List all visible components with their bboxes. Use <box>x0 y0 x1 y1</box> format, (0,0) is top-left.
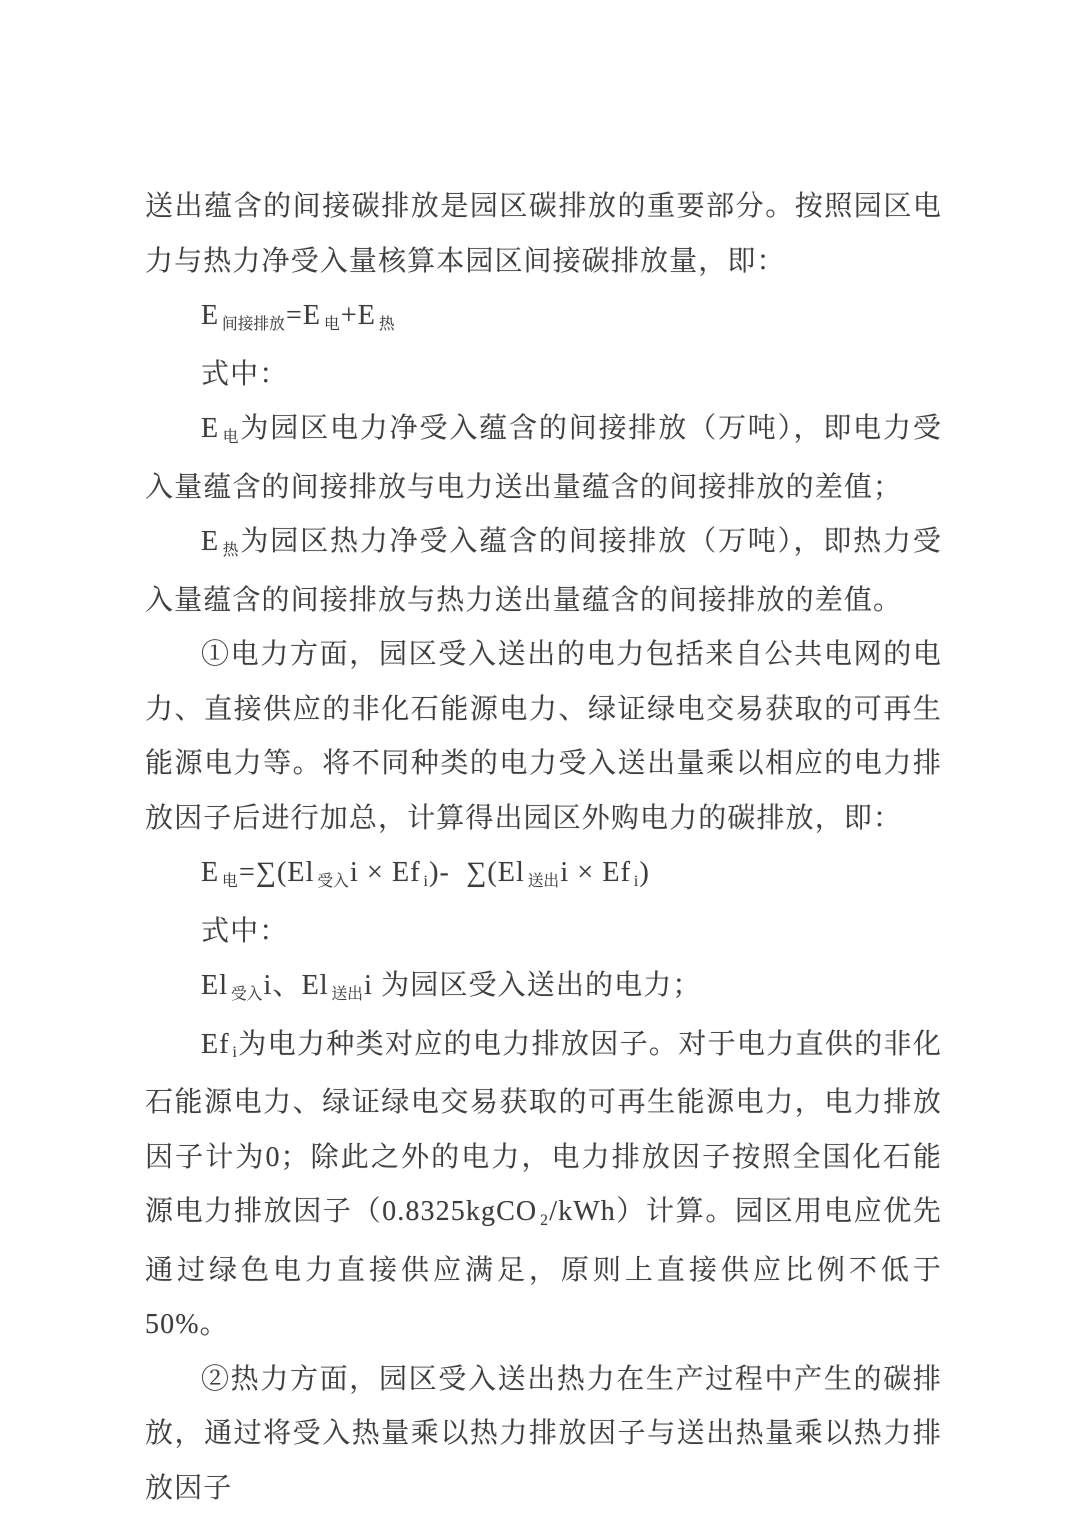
para-el-definition: El 受入i、El 送出i 为园区受入送出的电力； <box>201 970 702 1003</box>
subscript: 热 <box>222 541 240 559</box>
subscript: 热 <box>378 315 395 333</box>
para-e-heat-definition: E 热为园区热力净受入蕴含的间接排放（万吨），即热力受入量蕴含的间接排放与热力送出量蕴含的间接排放的差值。 <box>145 526 942 616</box>
para-formula-legend-label-1: 式中： <box>201 358 289 390</box>
subscript: 电 <box>222 872 238 890</box>
formula-e-electricity: E 电=∑(El 受入i × Ef i)- ∑(El 送出i × Ef i) <box>201 857 650 890</box>
para-indirect-emission-intro: 送出蕴含的间接碳排放是园区碳排放的重要部分。按照园区电力与热力净受入量核算本园区间接碳排放量，即： <box>145 191 942 277</box>
subscript: 受入 <box>317 872 349 890</box>
para-ef-definition: Ef i为电力种类对应的电力排放因子。对于电力直供的非化石能源电力、绿证绿电交易获取的可再生能源电力，电力排放因子计为0；除此之外的电力，电力排放因子按照全国化石能源电力排放因子（0.8325kgCO 2/kWh）计算。园区用电应优先通过绿色电力直接供应满足，原则上直接供应比例不低于 50%。 <box>145 1028 942 1340</box>
para-formula-legend-label-2: 式中： <box>201 915 289 947</box>
subscript: 电 <box>323 315 340 333</box>
subscript: 电 <box>222 428 240 446</box>
subscript: 送出 <box>331 985 363 1003</box>
para-item2-heat: ②热力方面，园区受入送出热力在生产过程中产生的碳排放，通过将受入热量乘以热力排放因子与送出热量乘以热力排放因子 <box>145 1363 942 1504</box>
document-body <box>145 180 942 1516</box>
para-e-electricity-definition: E 电为园区电力净受入蕴含的间接排放（万吨），即电力受入量蕴含的间接排放与电力送出量蕴含的间接排放的差值； <box>145 413 942 503</box>
subscript: 受入 <box>230 985 263 1003</box>
subscript: i <box>232 1044 237 1062</box>
formula-indirect-total: E 间接排放=E 电+E 热 <box>201 300 395 333</box>
subscript: 2 <box>540 1211 548 1229</box>
subscript: i <box>633 872 639 890</box>
para-item1-electricity: ①电力方面，园区受入送出的电力包括来自公共电网的电力、直接供应的非化石能源电力、绿证绿电交易获取的可再生能源电力等。将不同种类的电力受入送出量乘以相应的电力排放因子后进行加总，计算得出园区外购电力的碳排放，即： <box>145 639 942 834</box>
subscript: i <box>423 872 428 890</box>
subscript: 间接排放 <box>222 315 285 333</box>
subscript: 送出 <box>527 872 560 890</box>
